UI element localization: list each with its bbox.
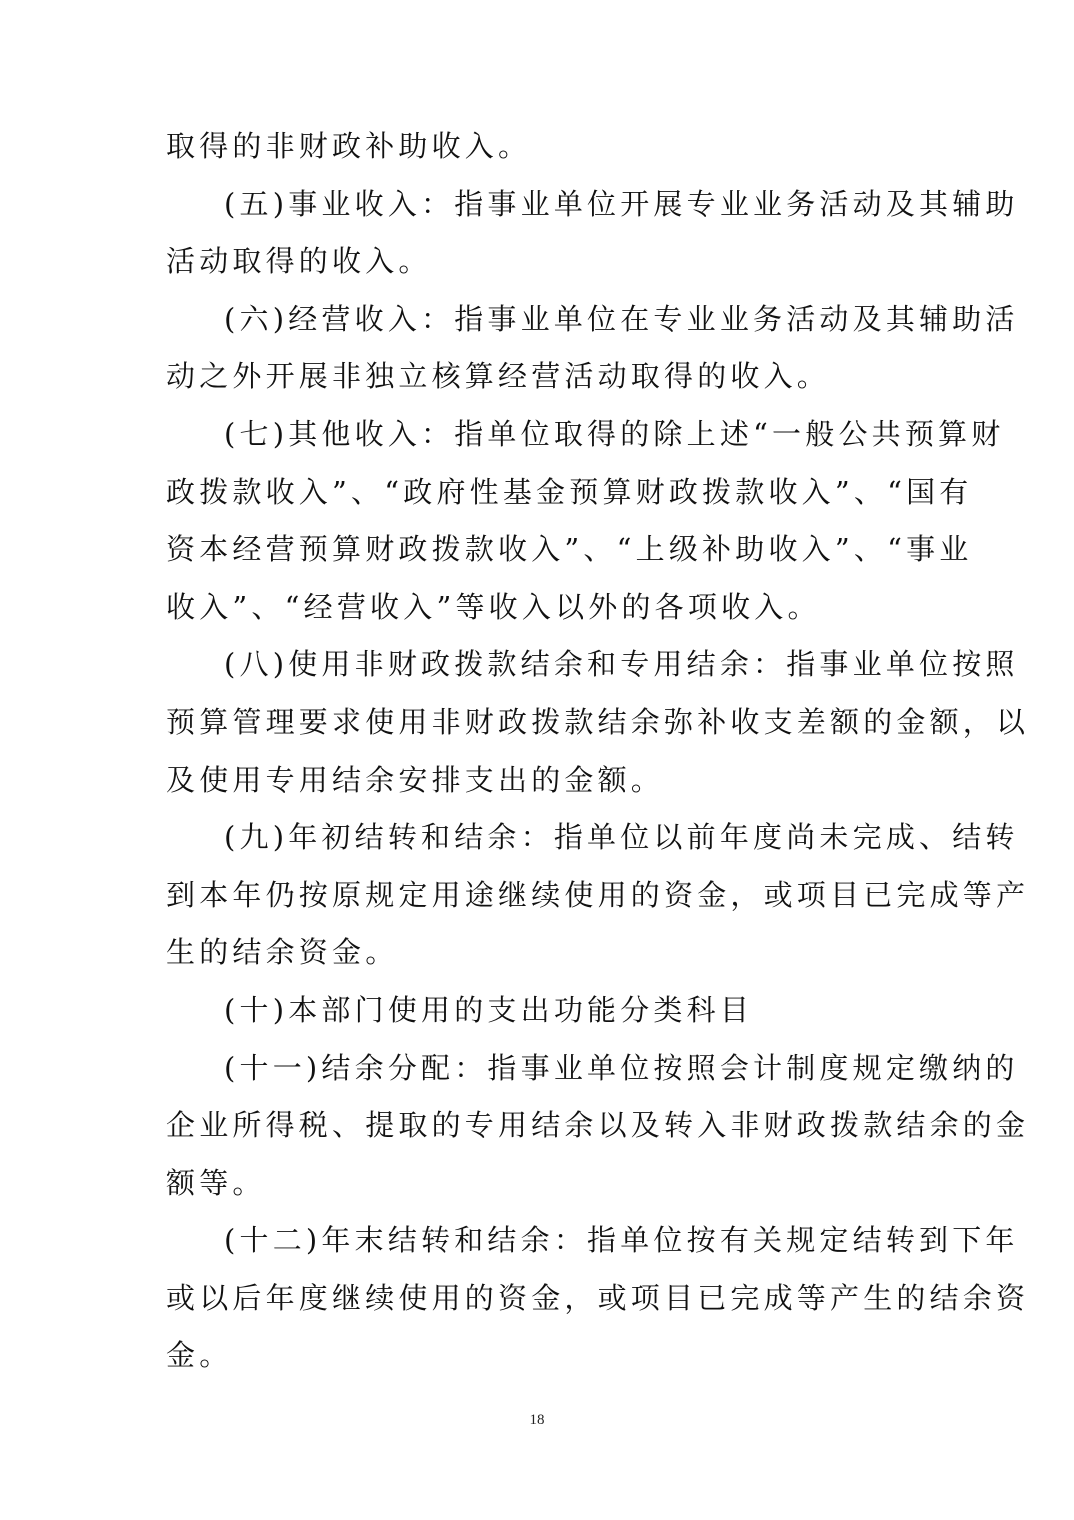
- body-line: 活动取得的收入。: [166, 244, 432, 279]
- paragraph-heading-5: (五)事业收入：指事业单位开展专业业务活动及其辅助: [224, 186, 1019, 221]
- body-line: 或以后年度继续使用的资金，或项目已完成等产生的结余资: [166, 1280, 1030, 1315]
- body-line: 及使用专用结余安排支出的金额。: [166, 762, 665, 797]
- paragraph-heading-10: (十)本部门使用的支出功能分类科目: [224, 992, 754, 1027]
- body-line: 生的结余资金。: [166, 935, 399, 970]
- paragraph-heading-6: (六)经营收入：指事业单位在专业业务活动及其辅助活: [224, 301, 1019, 336]
- body-line: 收入”、“经营收入”等收入以外的各项收入。: [166, 589, 821, 624]
- paragraph-heading-11: (十一)结余分配：指事业单位按照会计制度规定缴纳的: [224, 1050, 1019, 1085]
- document-body: [166, 118, 1030, 1385]
- page-number: 18: [529, 1412, 545, 1428]
- body-line: 政拨款收入”、“政府性基金预算财政拨款收入”、“国有: [166, 474, 973, 509]
- body-line: 到本年仍按原规定用途继续使用的资金，或项目已完成等产: [166, 877, 1030, 912]
- body-line: 金。: [166, 1338, 233, 1373]
- body-line: 资本经营预算财政拨款收入”、“上级补助收入”、“事业: [166, 532, 973, 567]
- body-line: 动之外开展非独立核算经营活动取得的收入。: [166, 359, 831, 394]
- body-line: 额等。: [166, 1165, 266, 1200]
- body-line: 取得的非财政补助收入。: [166, 129, 532, 163]
- paragraph-heading-9: (九)年初结转和结余：指单位以前年度尚未完成、结转: [224, 820, 1019, 855]
- body-line: 预算管理要求使用非财政拨款结余弥补收支差额的金额，以: [166, 704, 1030, 739]
- paragraph-heading-7: (七)其他收入：指单位取得的除上述“一般公共预算财: [224, 416, 1005, 451]
- paragraph-heading-8: (八)使用非财政拨款结余和专用结余：指事业单位按照: [224, 647, 1019, 682]
- paragraph-heading-12: (十二)年末结转和结余：指单位按有关规定结转到下年: [224, 1223, 1019, 1258]
- body-line: 企业所得税、提取的专用结余以及转入非财政拨款结余的金: [166, 1108, 1030, 1143]
